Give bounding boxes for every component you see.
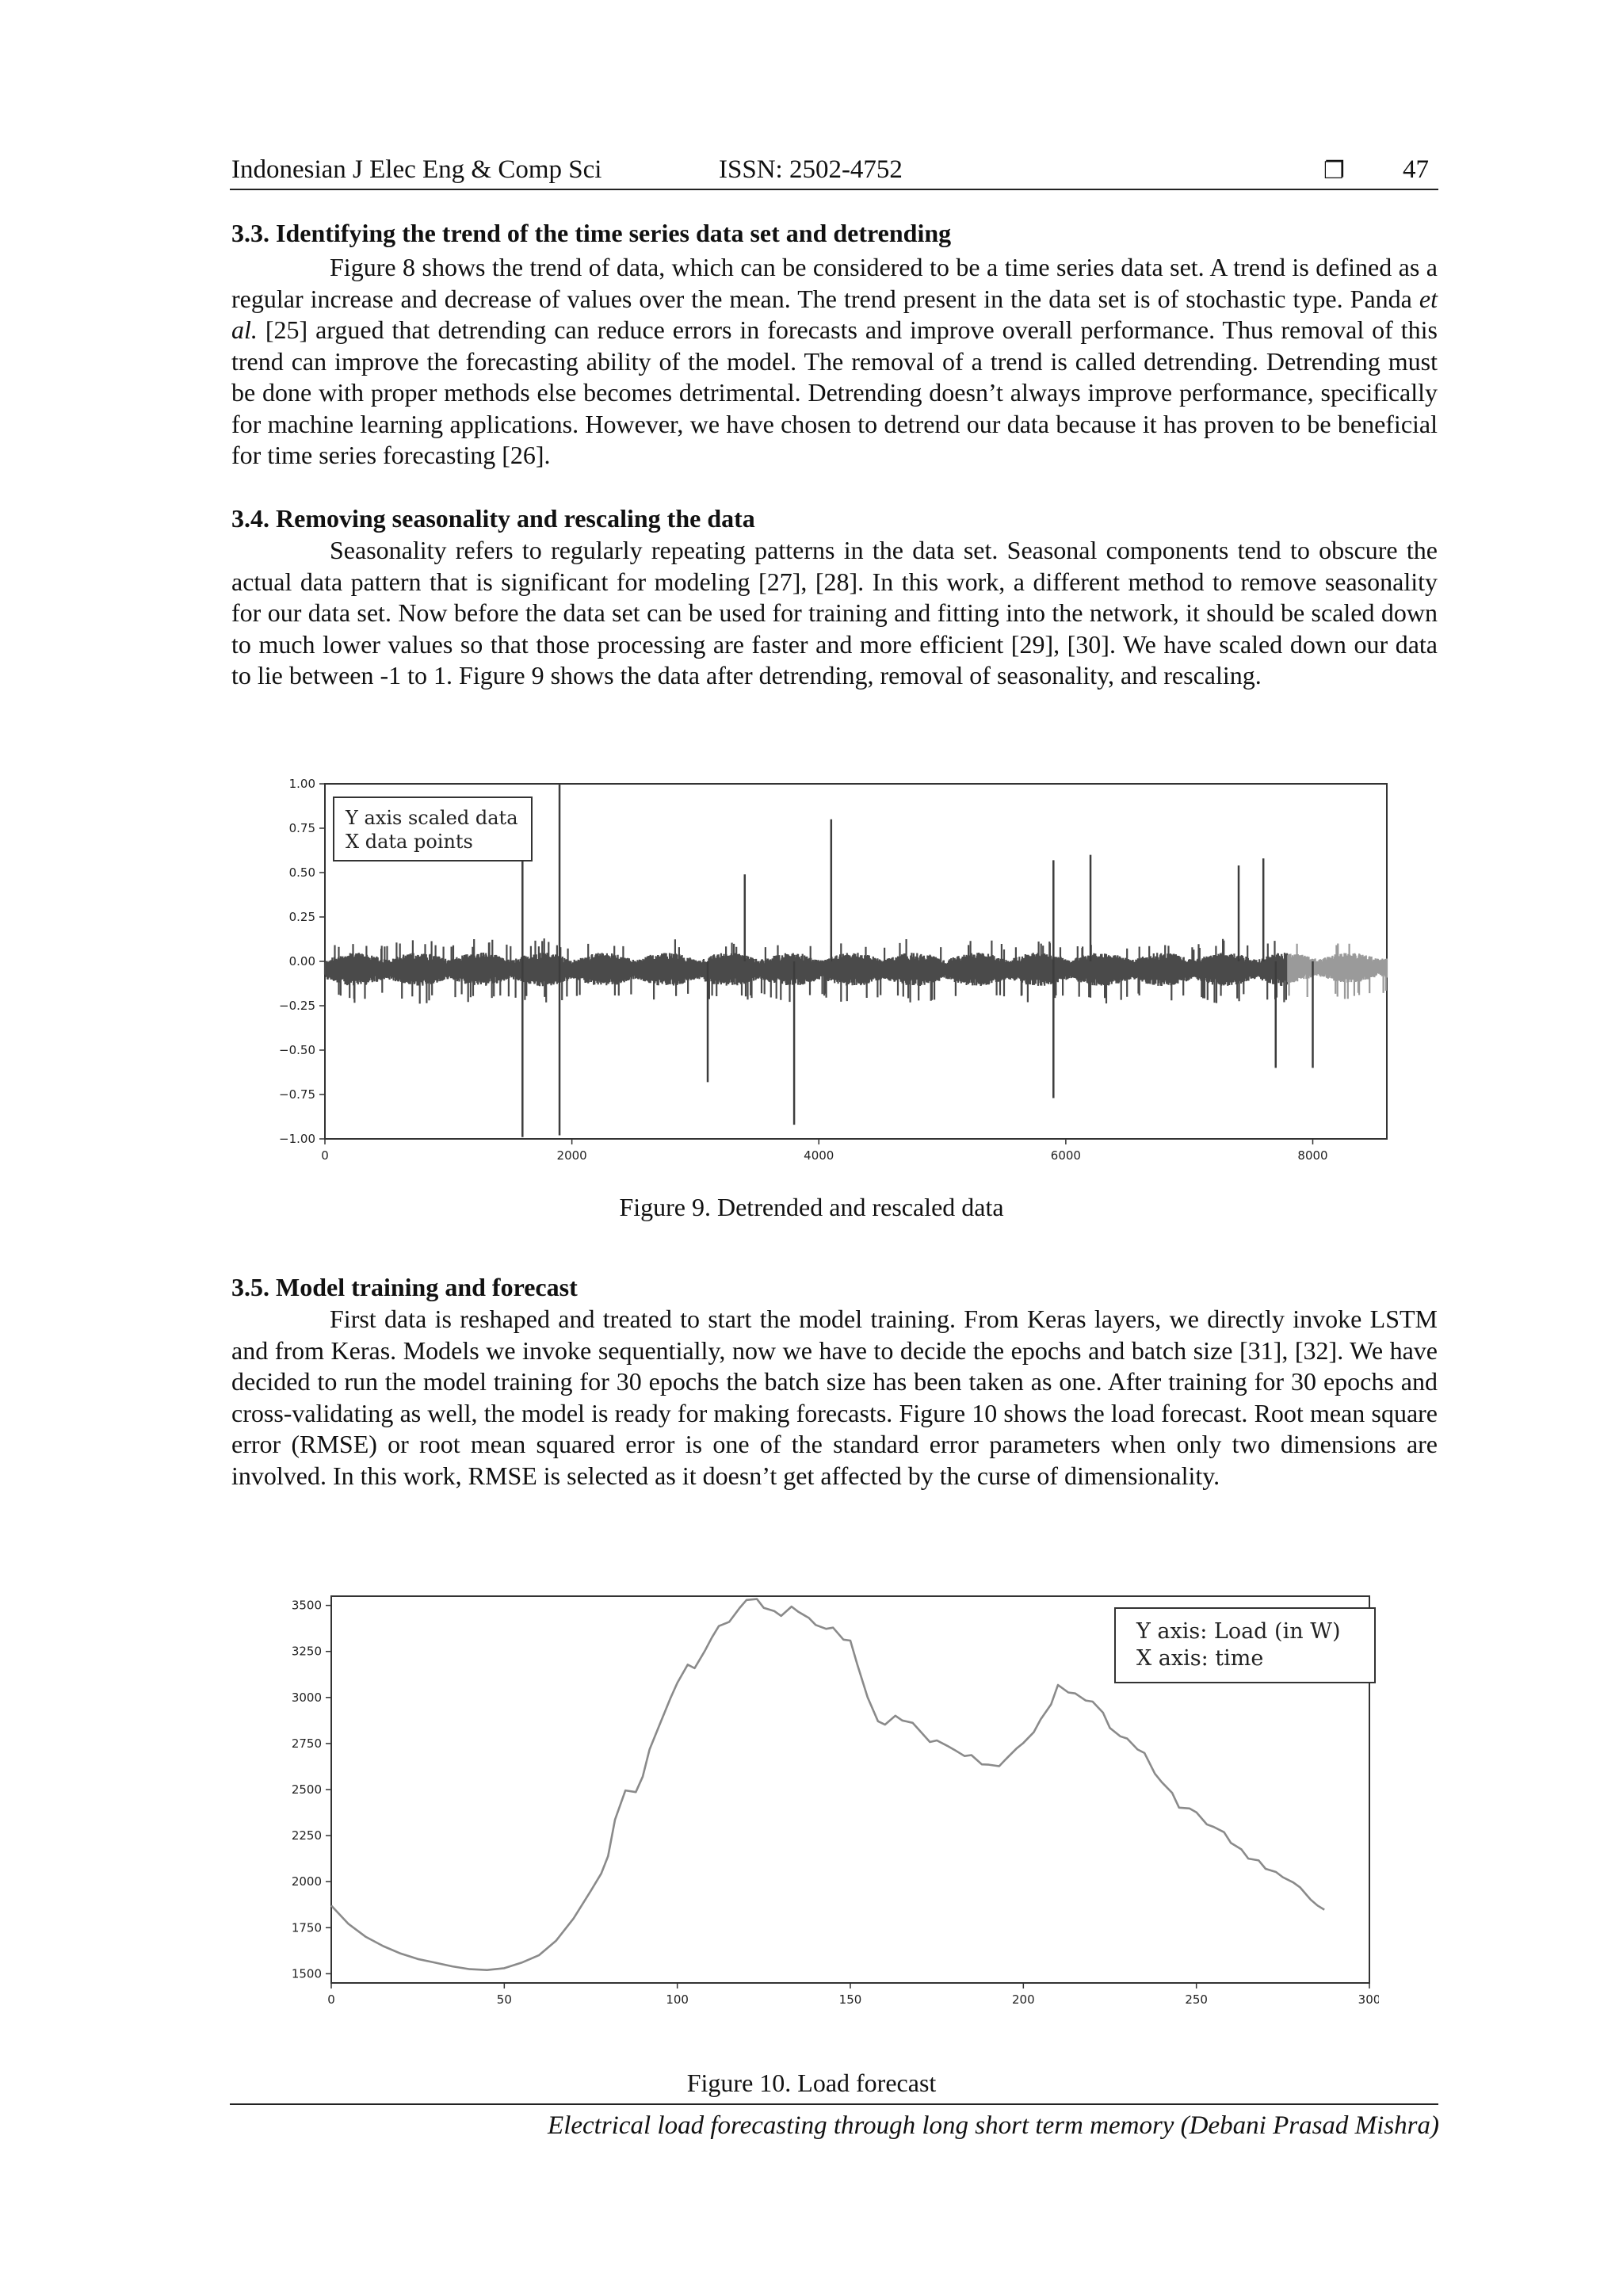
running-header-journal: Indonesian J Elec Eng & Comp Sci: [231, 155, 602, 184]
y-tick-label: 1500: [291, 1966, 322, 1981]
section-paragraph-3-5: First data is reshaped and treated to start the model training. From Keras layers, we directly invoke LSTM and from Keras. Models we invoke sequentially, now we have to decide the epochs and batch size [31], [32]. We have decided to run the model training for 30 epochs the batch size has been taken as one. After training for 30 epochs and cross-validating as well, the model is ready for making forecasts. Figure 10 shows the load forecast. Root mean square error (RMSE) or root mean squared error is one of the standard error parameters when only two dimensions are involved. In this work, RMSE is selected as it doesn’t get affected by the curse of dimensionality.: [231, 1305, 1438, 1490]
footer-rule: [230, 2103, 1438, 2105]
running-footer: Electrical load forecasting through long short term memory (Debani Prasad Mishra): [548, 2111, 1439, 2140]
y-tick-label: 0.50: [288, 865, 315, 880]
legend-x-label: X data points: [346, 831, 473, 853]
y-tick-label: 0.75: [288, 821, 315, 835]
x-tick-label: 4000: [804, 1148, 834, 1163]
y-tick-label: −1.00: [279, 1132, 315, 1146]
x-tick-label: 2000: [556, 1148, 587, 1163]
figure-10-caption: Figure 10. Load forecast: [686, 2069, 937, 2097]
y-tick-label: −0.75: [279, 1087, 315, 1102]
legend-y-label: Y axis: Load (in W): [1136, 1619, 1341, 1644]
header-rule: [230, 189, 1438, 190]
y-tick-label: 2250: [291, 1828, 322, 1843]
y-tick-label: 1750: [291, 1920, 322, 1935]
section-paragraph-3-4: Seasonality refers to regularly repeating patterns in the data set. Seasonal components tend to obscure the actual data pattern that is significant for modeling [27], [28]. In this work, a different method to remove seasonality for our data set. Now before the data set can be used for training and fitting into the network, it should be scaled down to much lower values so that those processing are faster and more efficient [29], [30]. We have scaled down our data to lie between -1 to 1. Figure 9 shows the data after detrending, removal of seasonality, and rescaling.: [231, 536, 1438, 690]
y-tick-label: 3250: [291, 1644, 322, 1659]
x-tick-label: 6000: [1050, 1148, 1081, 1163]
running-header-issn: ISSN: 2502-4752: [719, 155, 903, 184]
x-tick-label: 0: [321, 1148, 329, 1163]
x-tick-label: 300: [1358, 1992, 1379, 2007]
figure-10-legend: [1114, 1607, 1376, 1683]
x-tick-label: 100: [666, 1992, 689, 2007]
y-tick-label: 2750: [291, 1736, 322, 1751]
figure-10: [269, 1585, 1379, 2013]
y-tick-label: 0.25: [288, 910, 315, 924]
y-tick-label: 2500: [291, 1782, 322, 1797]
page-number: 47: [1403, 155, 1429, 184]
section-title-3-3: 3.3. Identifying the trend of the time series data set and detrending: [231, 219, 952, 247]
y-tick-label: 0.00: [288, 954, 315, 968]
x-tick-label: 50: [496, 1992, 512, 2007]
y-tick-label: 1.00: [288, 777, 315, 791]
y-tick-label: 3500: [291, 1598, 322, 1613]
legend-y-label: Y axis scaled data: [346, 807, 518, 829]
box-icon: ❐: [1323, 157, 1345, 185]
figure-9-legend: [333, 797, 533, 861]
y-tick-label: 3000: [291, 1690, 322, 1705]
x-tick-label: 200: [1012, 1992, 1035, 2007]
y-tick-label: −0.50: [279, 1043, 315, 1057]
legend-x-label: X axis: time: [1136, 1646, 1264, 1671]
y-tick-label: 2000: [291, 1874, 322, 1889]
x-tick-label: 150: [838, 1992, 862, 2007]
x-tick-label: 250: [1185, 1992, 1208, 2007]
figure-9: [262, 773, 1395, 1169]
section-title-3-4: 3.4. Removing seasonality and rescaling the data: [231, 504, 755, 533]
y-tick-label: −0.25: [279, 999, 315, 1013]
x-tick-label: 0: [327, 1992, 335, 2007]
section-title-3-5: 3.5. Model training and forecast: [231, 1273, 578, 1301]
x-tick-label: 8000: [1297, 1148, 1328, 1163]
figure-9-caption: Figure 9. Detrended and rescaled data: [619, 1193, 1004, 1221]
section-paragraph-3-3: Figure 8 shows the trend of data, which can be considered to be a time series data set. A trend is defined as a regular increase and decrease of values over the mean. The trend present in the data set is of stochastic type. Panda et al. [25] argued that detrending can reduce errors in forecasts and improve overall performance. Thus removal of this trend can improve the forecasting ability of the model. The removal of a trend is called detrending. Detrending must be done with proper methods else becomes detrimental. Detrending doesn’t always improve performance, specifically for machine learning applications. However, we have chosen to detrend our data because it has proven to be beneficial for time series forecasting [26].: [231, 253, 1438, 469]
